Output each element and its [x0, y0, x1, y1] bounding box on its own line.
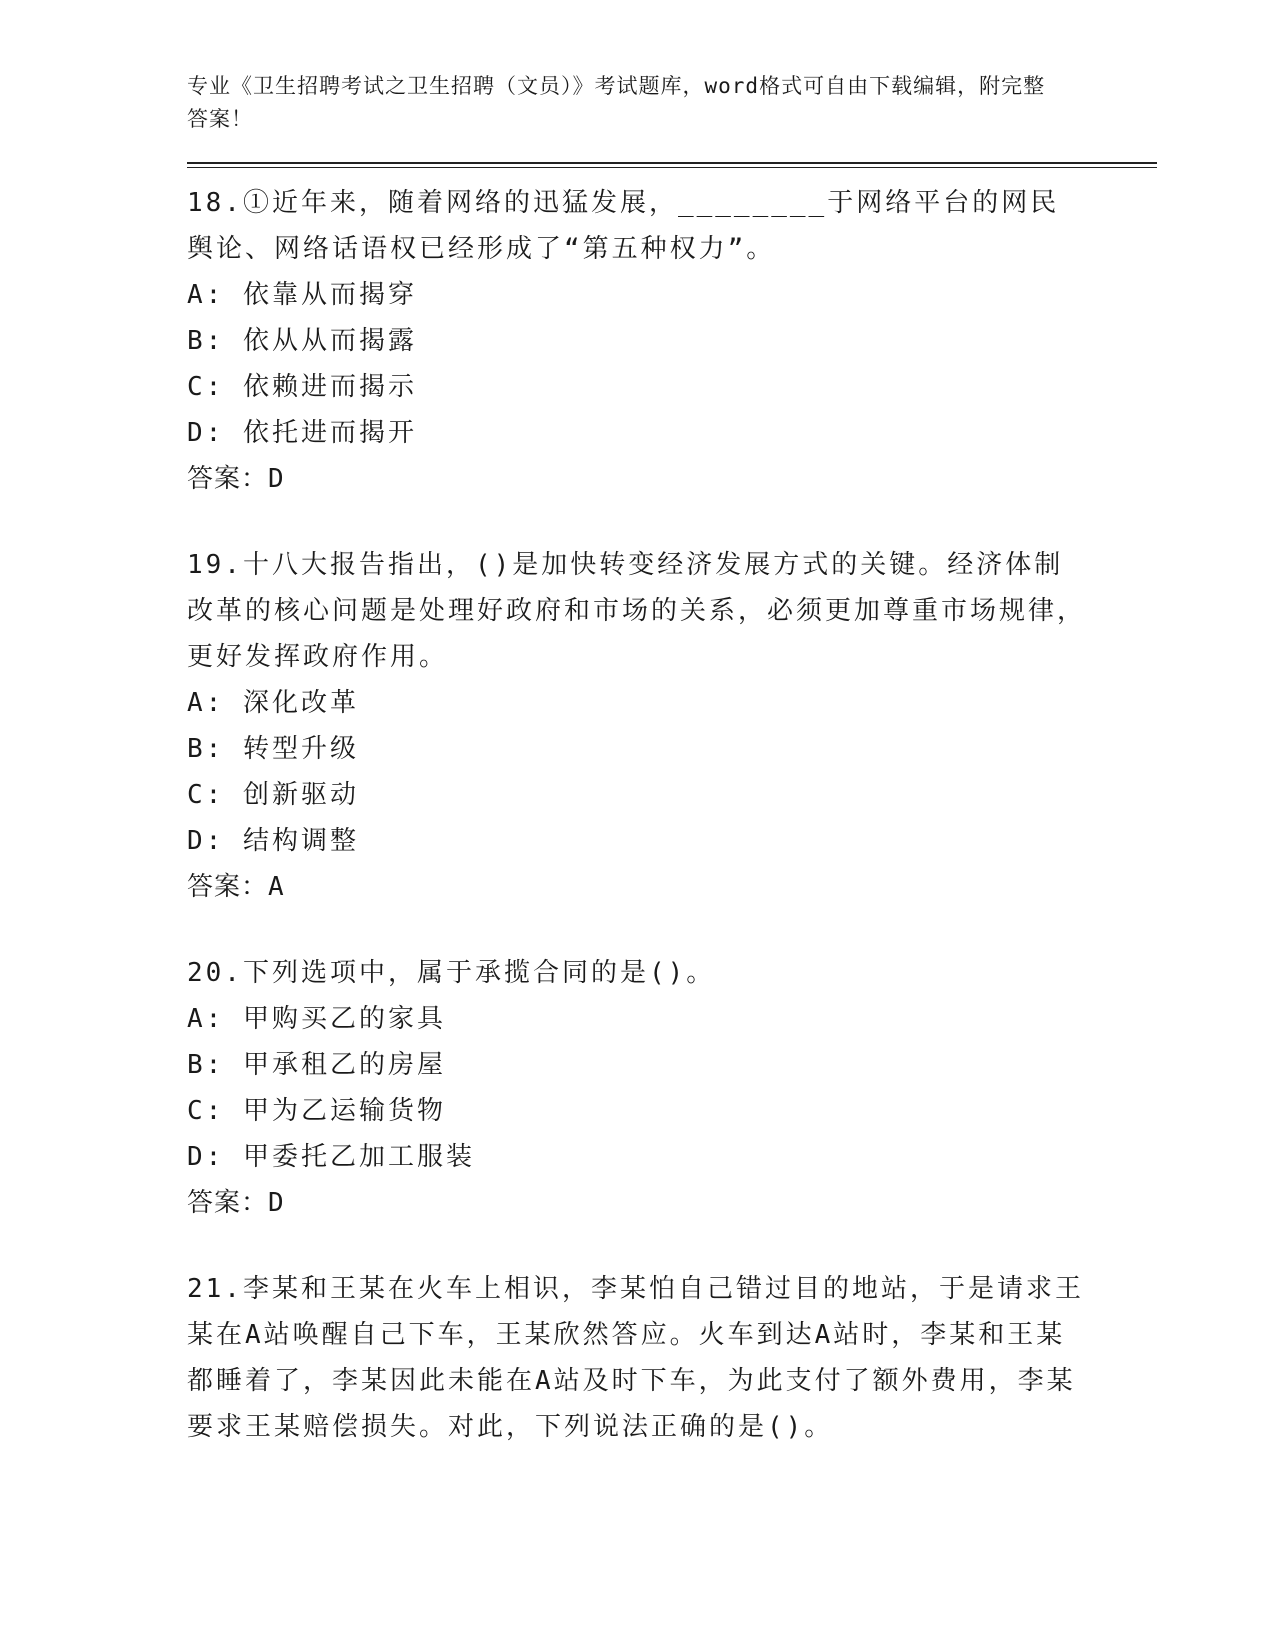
question-stem: 十八大报告指出，()是加快转变经济发展方式的关键。经济体制改革的核心问题是处理好政府和市场的关系，必须更加尊重市场规律，更好发挥政府作用。	[187, 550, 1087, 672]
option-c: C: 创新驱动	[187, 780, 359, 810]
document-header: 专业《卫生招聘考试之卫生招聘（文员）》考试题库，word格式可自由下载编辑，附完整答案！	[187, 74, 1046, 131]
option-c: C: 甲为乙运输货物	[187, 1096, 446, 1126]
answer-label: 答案：	[187, 872, 269, 902]
answer-value: A	[268, 872, 284, 902]
document-page	[187, 70, 1157, 1450]
answer-value: D	[268, 464, 284, 494]
option-b: B: 甲承租乙的房屋	[187, 1050, 446, 1080]
question-21	[187, 1266, 1157, 1450]
question-20	[187, 950, 1157, 1226]
question-number: 21.	[187, 1274, 243, 1304]
answer-line	[187, 1180, 1157, 1226]
header-divider-thin	[187, 167, 1157, 168]
question-19	[187, 542, 1157, 910]
answer-value: D	[268, 1188, 284, 1218]
question-stem: ①近年来，随着网络的迅猛发展，________于网络平台的网民舆论、网络话语权已经形成了“第五种权力”。	[187, 188, 1060, 264]
question-text	[187, 180, 1087, 272]
question-number: 18.	[187, 188, 243, 218]
option-d: D: 依托进而揭开	[187, 418, 417, 448]
header-divider-thick	[187, 162, 1157, 164]
option-a: A: 依靠从而揭穿	[187, 280, 417, 310]
option-a: A: 甲购买乙的家具	[187, 1004, 446, 1034]
answer-label: 答案：	[187, 464, 269, 494]
answer-label: 答案：	[187, 1188, 269, 1218]
question-18	[187, 180, 1157, 502]
option-c: C: 依赖进而揭示	[187, 372, 417, 402]
question-text	[187, 1266, 1087, 1450]
answer-line	[187, 864, 1157, 910]
question-stem: 李某和王某在火车上相识，李某怕自己错过目的地站，于是请求王某在A站唤醒自己下车，王某欣然答应。火车到达A站时，李某和王某都睡着了，李某因此未能在A站及时下车，为此支付了额外费用，李某要求王某赔偿损失。对此，下列说法正确的是()。	[187, 1274, 1084, 1442]
option-d: D: 结构调整	[187, 826, 359, 856]
question-stem: 下列选项中，属于承揽合同的是()。	[242, 958, 716, 988]
question-number: 19.	[187, 550, 243, 580]
question-text	[187, 950, 1087, 996]
question-number: 20.	[187, 958, 243, 988]
option-d: D: 甲委托乙加工服装	[187, 1142, 475, 1172]
answer-line	[187, 456, 1157, 502]
option-b: B: 转型升级	[187, 734, 359, 764]
option-a: A: 深化改革	[187, 688, 359, 718]
option-b: B: 依从从而揭露	[187, 326, 417, 356]
question-text	[187, 542, 1087, 680]
